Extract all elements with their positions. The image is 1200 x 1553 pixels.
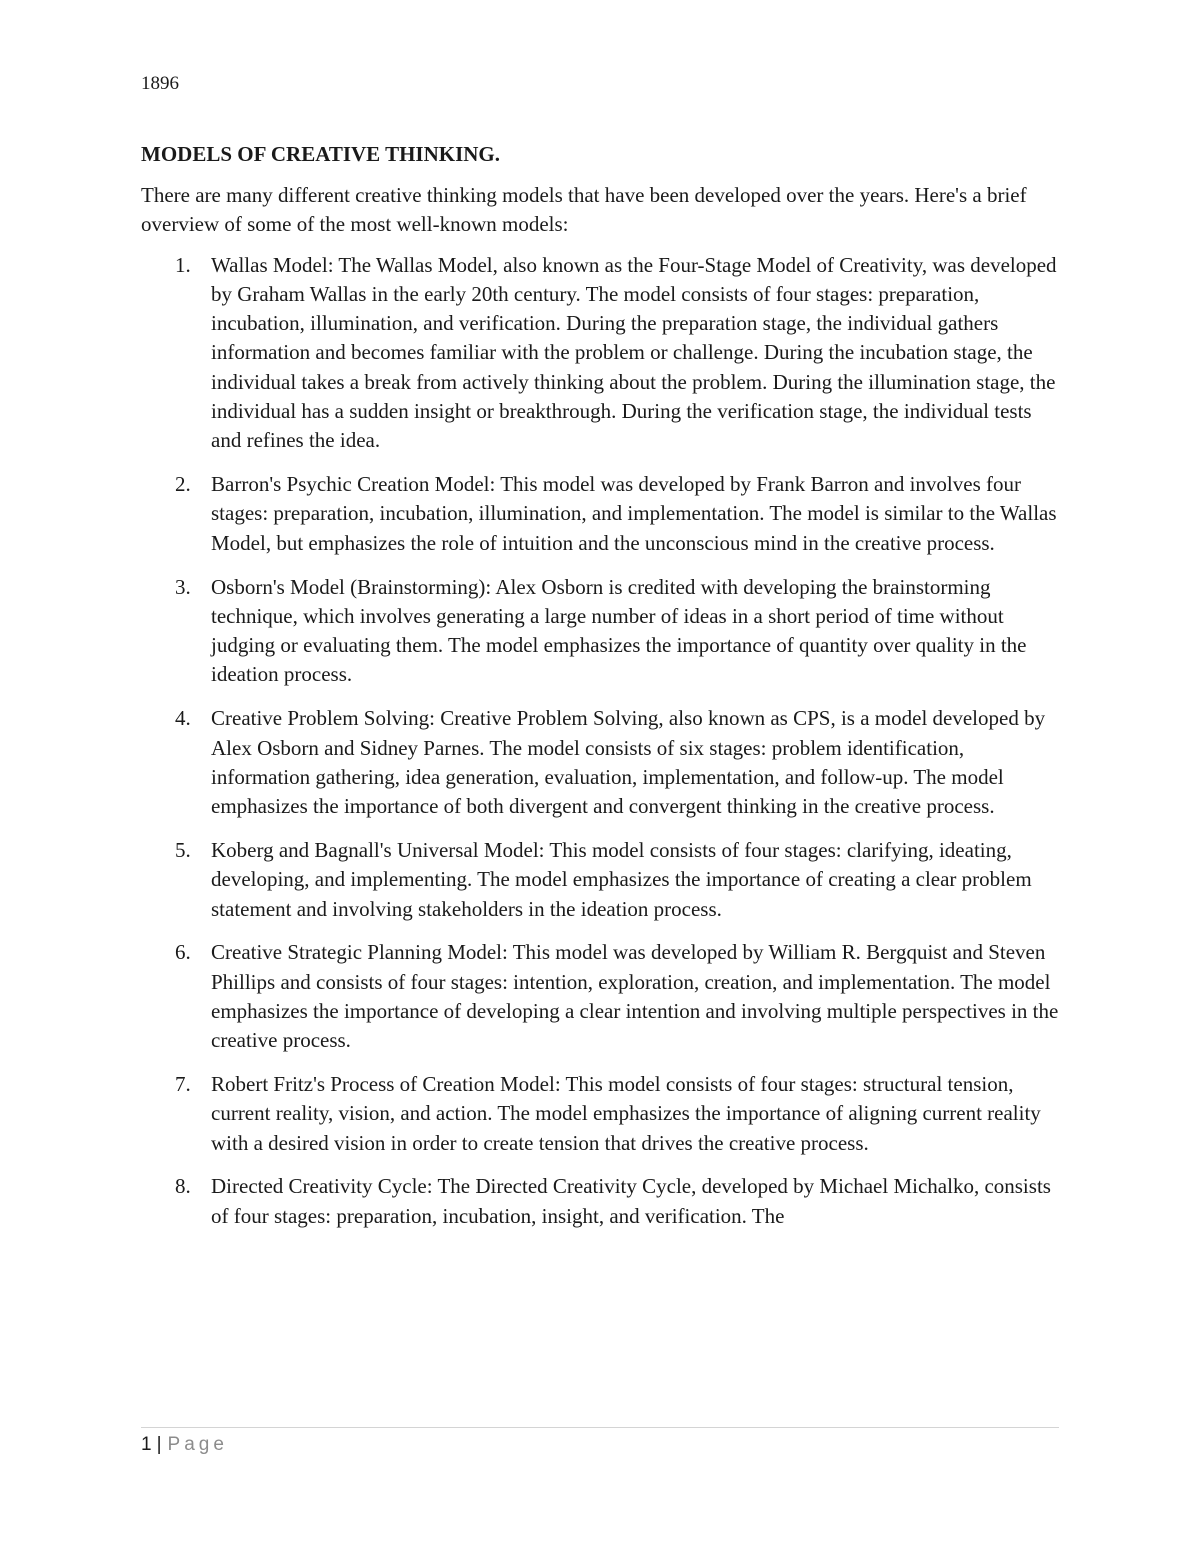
- list-item-text: Creative Strategic Planning Model: This model was developed by William R. Bergquist and Steven Phillips and consists of four stages: intention, exploration, creation, and implementation. The model emphasizes the importance of developing a clear intention and involving multiple perspectives in the creative process.: [211, 940, 1059, 1053]
- list-item-number: 1.: [175, 252, 191, 277]
- header-number: 1896: [141, 73, 179, 94]
- list-item: [141, 704, 1061, 821]
- models-list: [141, 251, 1061, 1231]
- footer-separator: |: [156, 1434, 162, 1455]
- list-item-text: Wallas Model: The Wallas Model, also known as the Four-Stage Model of Creativity, was developed by Graham Wallas in the early 20th century. The model consists of four stages: preparation, incubation, illumination, and verification. During the preparation stage, the individual gathers information and becomes familiar with the problem or challenge. During the incubation stage, the individual takes a break from actively thinking about the problem. During the illumination stage, the individual has a sudden insight or breakthrough. During the verification stage, the individual tests and refines the idea.: [211, 252, 1057, 453]
- document-body: [141, 140, 1061, 1246]
- footer-page-label: Page: [167, 1434, 228, 1455]
- footer-page-number: 1: [141, 1434, 152, 1455]
- list-item-number: 3.: [175, 574, 191, 599]
- list-item: [141, 836, 1061, 924]
- document-title: MODELS OF CREATIVE THINKING.: [141, 142, 500, 166]
- list-item-text: Barron's Psychic Creation Model: This model was developed by Frank Barron and involves four stages: preparation, incubation, illumination, and implementation. The model is similar to the Wallas Model, but emphasizes the role of intuition and the unconscious mind in the creative process.: [211, 472, 1057, 555]
- list-item-text: Directed Creativity Cycle: The Directed Creativity Cycle, developed by Michael Michalko, consists of four stages: preparation, incubation, insight, and verification. The: [211, 1174, 1051, 1228]
- list-item-number: 8.: [175, 1174, 191, 1199]
- list-item: [141, 470, 1061, 558]
- list-item-number: 7.: [175, 1072, 191, 1097]
- page-footer: [141, 1433, 228, 1457]
- list-item: [141, 251, 1061, 456]
- list-item-number: 2.: [175, 472, 191, 497]
- list-item-number: 5.: [175, 837, 191, 862]
- list-item-text: Koberg and Bagnall's Universal Model: This model consists of four stages: clarifying, ideating, developing, and implementing. The model emphasizes the importance of creating a clear problem statement and involving stakeholders in the ideation process.: [211, 837, 1032, 921]
- intro-paragraph: There are many different creative thinking models that have been developed over the years. Here's a brief overview of some of the most well-known models:: [141, 183, 1027, 237]
- list-item-number: 4.: [175, 706, 191, 731]
- list-item-text: Osborn's Model (Brainstorming): Alex Osborn is credited with developing the brainstorming technique, which involves generating a large number of ideas in a short period of time without judging or evaluating them. The model emphasizes the importance of quantity over quality in the ideation process.: [211, 574, 1027, 687]
- list-item: [141, 1172, 1061, 1231]
- list-item-number: 6.: [175, 940, 191, 965]
- list-item: [141, 938, 1061, 1055]
- list-item: [141, 573, 1061, 690]
- list-item: [141, 1070, 1061, 1158]
- list-item-text: Creative Problem Solving: Creative Problem Solving, also known as CPS, is a model developed by Alex Osborn and Sidney Parnes. The model consists of six stages: problem identification, information gathering, idea generation, evaluation, implementation, and follow-up. The model emphasizes the importance of both divergent and convergent thinking in the creative process.: [211, 706, 1046, 819]
- list-item-text: Robert Fritz's Process of Creation Model: This model consists of four stages: structural tension, current reality, vision, and action. The model emphasizes the importance of aligning current reality with a desired vision in order to create tension that drives the creative process.: [211, 1072, 1041, 1155]
- footer-divider: [141, 1427, 1059, 1428]
